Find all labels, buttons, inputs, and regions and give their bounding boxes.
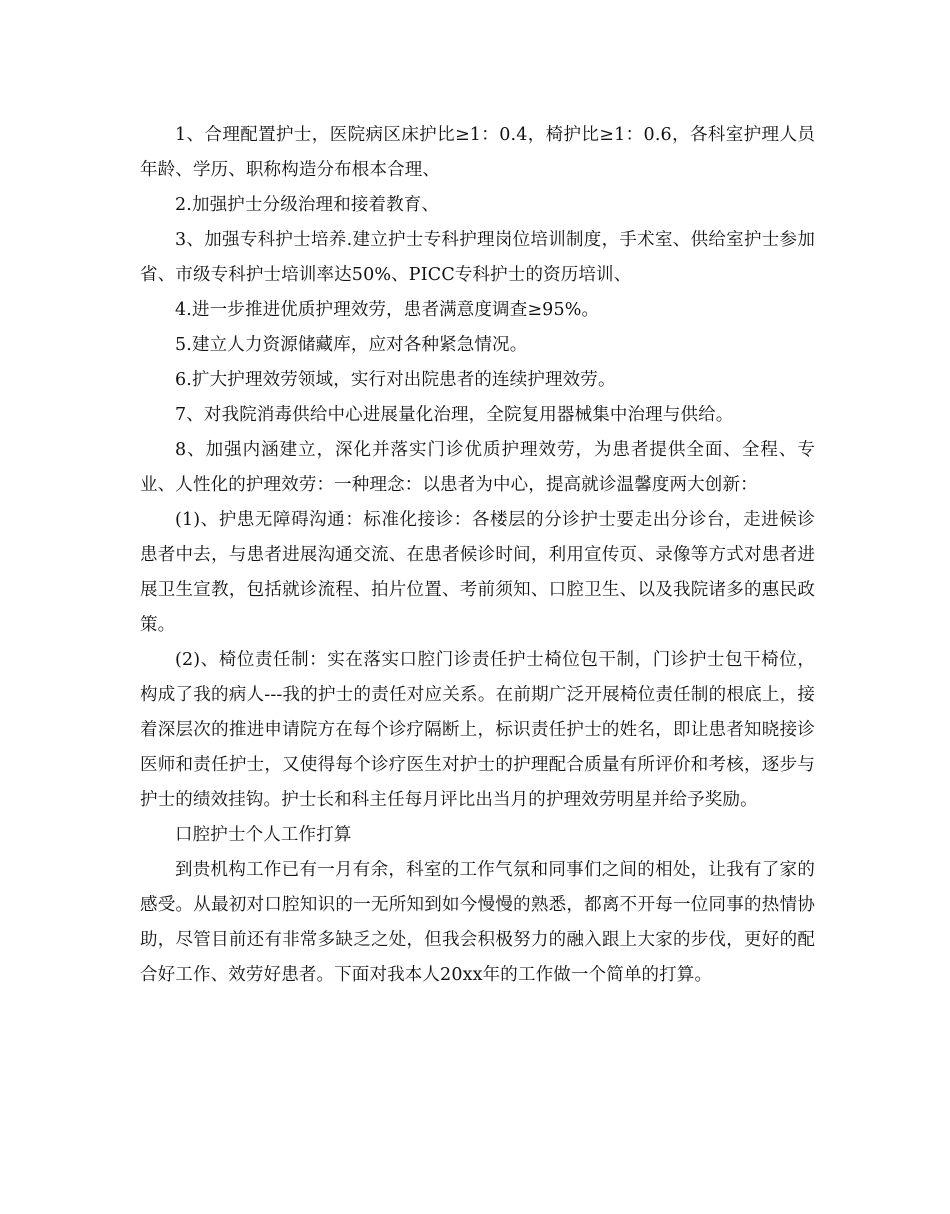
- paragraph-1: 1、合理配置护士，医院病区床护比≥1：0.4，椅护比≥1：0.6，各科室护理人员年龄、学历、职称构造分布根本合理、: [140, 125, 815, 180]
- paragraph-12: 到贵机构工作已有一月有余，科室的工作气氛和同事们之间的相处，让我有了家的感受。从最初对口腔知识的一无所知到如今慢慢的熟悉，都离不开每一位同事的热情协助，尽管目前还有非常多缺乏之处，但我会积极努力的融入跟上大家的步伐，更好的配合好工作、效劳好患者。下面对我本人20xx年的工作做一个简单的打算。: [140, 860, 815, 985]
- paragraph-2: 2.加强护士分级治理和接着教育、: [175, 195, 440, 215]
- paragraph-10: (2)、椅位责任制：实在落实口腔门诊责任护士椅位包干制，门诊护士包干椅位，构成了我的病人---我的护士的责任对应关系。在前期广泛开展椅位责任制的根底上，接着深层次的推进申请院方在每个诊疗隔断上，标识责任护士的姓名，即让患者知晓接诊医师和责任护士，又使得每个诊疗医生对护士的护理配合质量有所评价和考核，逐步与护士的绩效挂钩。护士长和科主任每月评比出当月的护理效劳明星并给予奖励。: [140, 650, 815, 810]
- paragraph-3: 3、加强专科护士培养.建立护士专科护理岗位培训制度，手术室、供给室护士参加省、市级专科护士培训率达50%、PICC专科护士的资历培训、: [140, 230, 815, 285]
- section-heading: 口腔护士个人工作打算: [175, 825, 352, 845]
- paragraph-9: (1)、护患无障碍沟通：标准化接诊：各楼层的分诊护士要走出分诊台，走进候诊患者中去，与患者进展沟通交流、在患者候诊时间，利用宣传页、录像等方式对患者进展卫生宣教，包括就诊流程、拍片位置、考前须知、口腔卫生、以及我院诸多的惠民政策。: [140, 510, 815, 635]
- paragraph-8: 8、加强内涵建立，深化并落实门诊优质护理效劳，为患者提供全面、全程、专业、人性化的护理效劳：一种理念：以患者为中心，提高就诊温馨度两大创新：: [140, 440, 815, 495]
- document-body: [140, 118, 815, 993]
- paragraph-6: 6.扩大护理效劳领域，实行对出院患者的连续护理效劳。: [175, 370, 616, 390]
- paragraph-4: 4.进一步推进优质护理效劳，患者满意度调查≥95%。: [175, 300, 600, 320]
- paragraph-5: 5.建立人力资源储藏库，应对各种紧急情况。: [175, 335, 528, 355]
- paragraph-7: 7、对我院消毒供给中心进展量化治理，全院复用器械集中治理与供给。: [175, 405, 734, 425]
